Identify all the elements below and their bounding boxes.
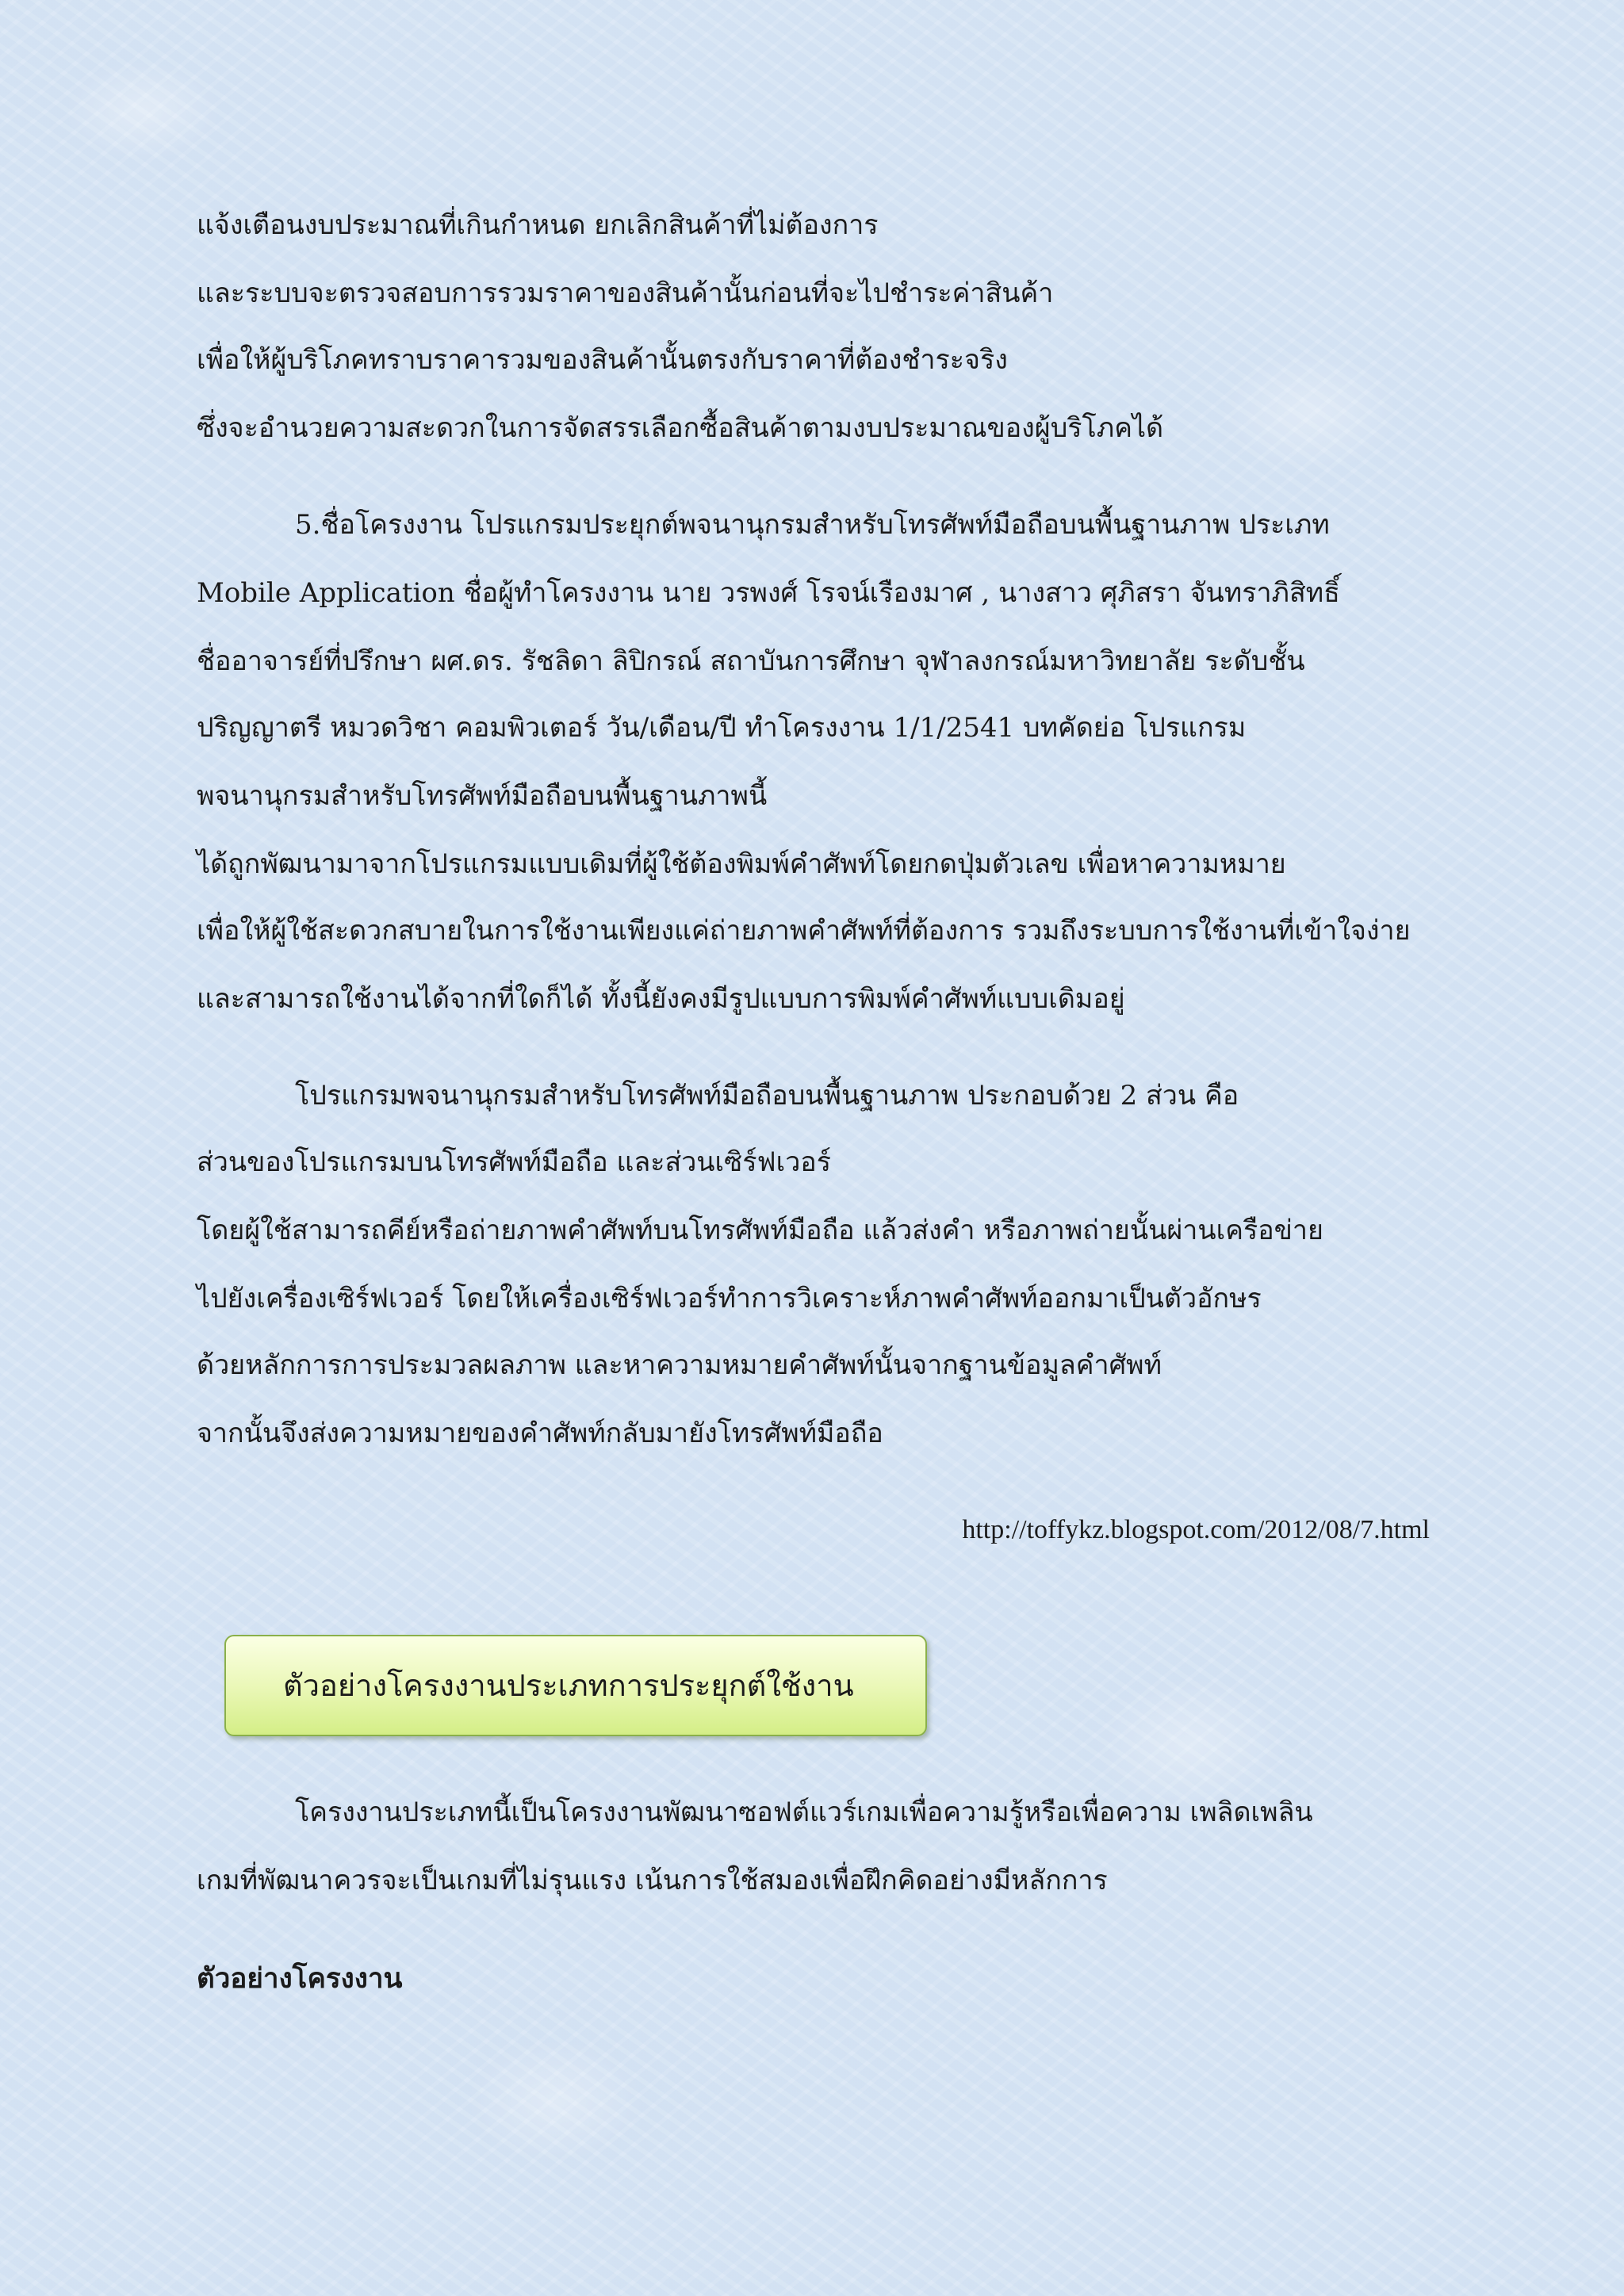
text-line: ปริญญาตรี หมวดวิชา คอมพิวเตอร์ วัน/เดือน/ปี ทำโครงงาน 1/1/2541 บทคัดย่อ โปรแกรม [197,712,1247,744]
text-line: โครงงานประเภทนี้เป็นโครงงานพัฒนาซอฟต์แวร์เกมเพื่อความรู้หรือเพื่อความ เพลิดเพลิน [295,1797,1313,1828]
text-line: เพื่อให้ผู้ใช้สะดวกสบายในการใช้งานเพียงแค่ถ่ายภาพคำศัพท์ที่ต้องการ รวมถึงระบบการใช้งานที่เข้าใจง่าย [197,915,1411,947]
text-line: ส่วนของโปรแกรมบนโทรศัพท์มือถือ และส่วนเซิร์ฟเวอร์ [197,1146,831,1178]
text-line: ด้วยหลักการการประมวลผลภาพ และหาความหมายคำศัพท์นั้นจากฐานข้อมูลคำศัพท์ [197,1349,1162,1381]
section-callout-box [224,1635,927,1736]
text-line: เกมที่พัฒนาควรจะเป็นเกมที่ไม่รุนแรง เน้นการใช้สมองเพื่อฝึกคิดอย่างมีหลักการ [197,1865,1108,1896]
text-line: โปรแกรมพจนานุกรมสำหรับโทรศัพท์มือถือบนพื้นฐานภาพ ประกอบด้วย 2 ส่วน คือ [295,1080,1239,1112]
example-heading: ตัวอย่างโครงงาน [197,1962,403,1995]
text-line: จากนั้นจึงส่งความหมายของคำศัพท์กลับมายังโทรศัพท์มือถือ [197,1418,883,1449]
text-line: โดยผู้ใช้สามารถคีย์หรือถ่ายภาพคำศัพท์บนโทรศัพท์มือถือ แล้วส่งคำ หรือภาพถ่ายนั้นผ่านเครือข่าย [197,1215,1323,1246]
text-line: และระบบจะตรวจสอบการรวมราคาของสินค้านั้นก่อนที่จะไปชำระค่าสินค้า [197,277,1054,309]
text-line: ซึ่งจะอำนวยความสะดวกในการจัดสรรเลือกซื้อสินค้าตามงบประมาณของผู้บริโภคได้ [197,412,1164,444]
text-line: ชื่ออาจารย์ที่ปรึกษา ผศ.ดร. รัชลิดา ลิปิกรณ์ สถาบันการศึกษา จุฬาลงกรณ์มหาวิทยาลัย ระดับชั้น [197,645,1305,677]
source-url[interactable]: http://toffykz.blogspot.com/2012/08/7.html [962,1515,1430,1544]
text-line: และสามารถใช้งานได้จากที่ใดก็ได้ ทั้งนี้ยังคงมีรูปแบบการพิมพ์คำศัพท์แบบเดิมอยู่ [197,983,1125,1015]
text-line: 5.ชื่อโครงงาน โปรแกรมประยุกต์พจนานุกรมสำหรับโทรศัพท์มือถือบนพื้นฐานภาพ ประเภท [295,509,1330,541]
text-line: ไปยังเครื่องเซิร์ฟเวอร์ โดยให้เครื่องเซิร์ฟเวอร์ทำการวิเคราะห์ภาพคำศัพท์ออกมาเป็นตัวอักษร [197,1283,1262,1314]
text-line: ได้ถูกพัฒนามาจากโปรแกรมแบบเดิมที่ผู้ใช้ต้องพิมพ์คำศัพท์โดยกดปุ่มตัวเลข เพื่อหาความหมาย [197,848,1286,880]
text-line: Mobile Application ชื่อผู้ทำโครงงาน นาย วรพงศ์ โรจน์เรืองมาศ , นางสาว ศุภิสรา จันทราภิสิทธิ์ [197,577,1340,609]
text-line: แจ้งเตือนงบประมาณที่เกินกำหนด ยกเลิกสินค้าที่ไม่ต้องการ [197,209,879,241]
text-line: พจนานุกรมสำหรับโทรศัพท์มือถือบนพื้นฐานภาพนี้ [197,780,768,812]
text-line: เพื่อให้ผู้บริโภคทราบราคารวมของสินค้านั้นตรงกับราคาที่ต้องชำระจริง [197,344,1008,376]
section-heading: ตัวอย่างโครงงานประเภทการประยุกต์ใช้งาน [283,1668,854,1703]
